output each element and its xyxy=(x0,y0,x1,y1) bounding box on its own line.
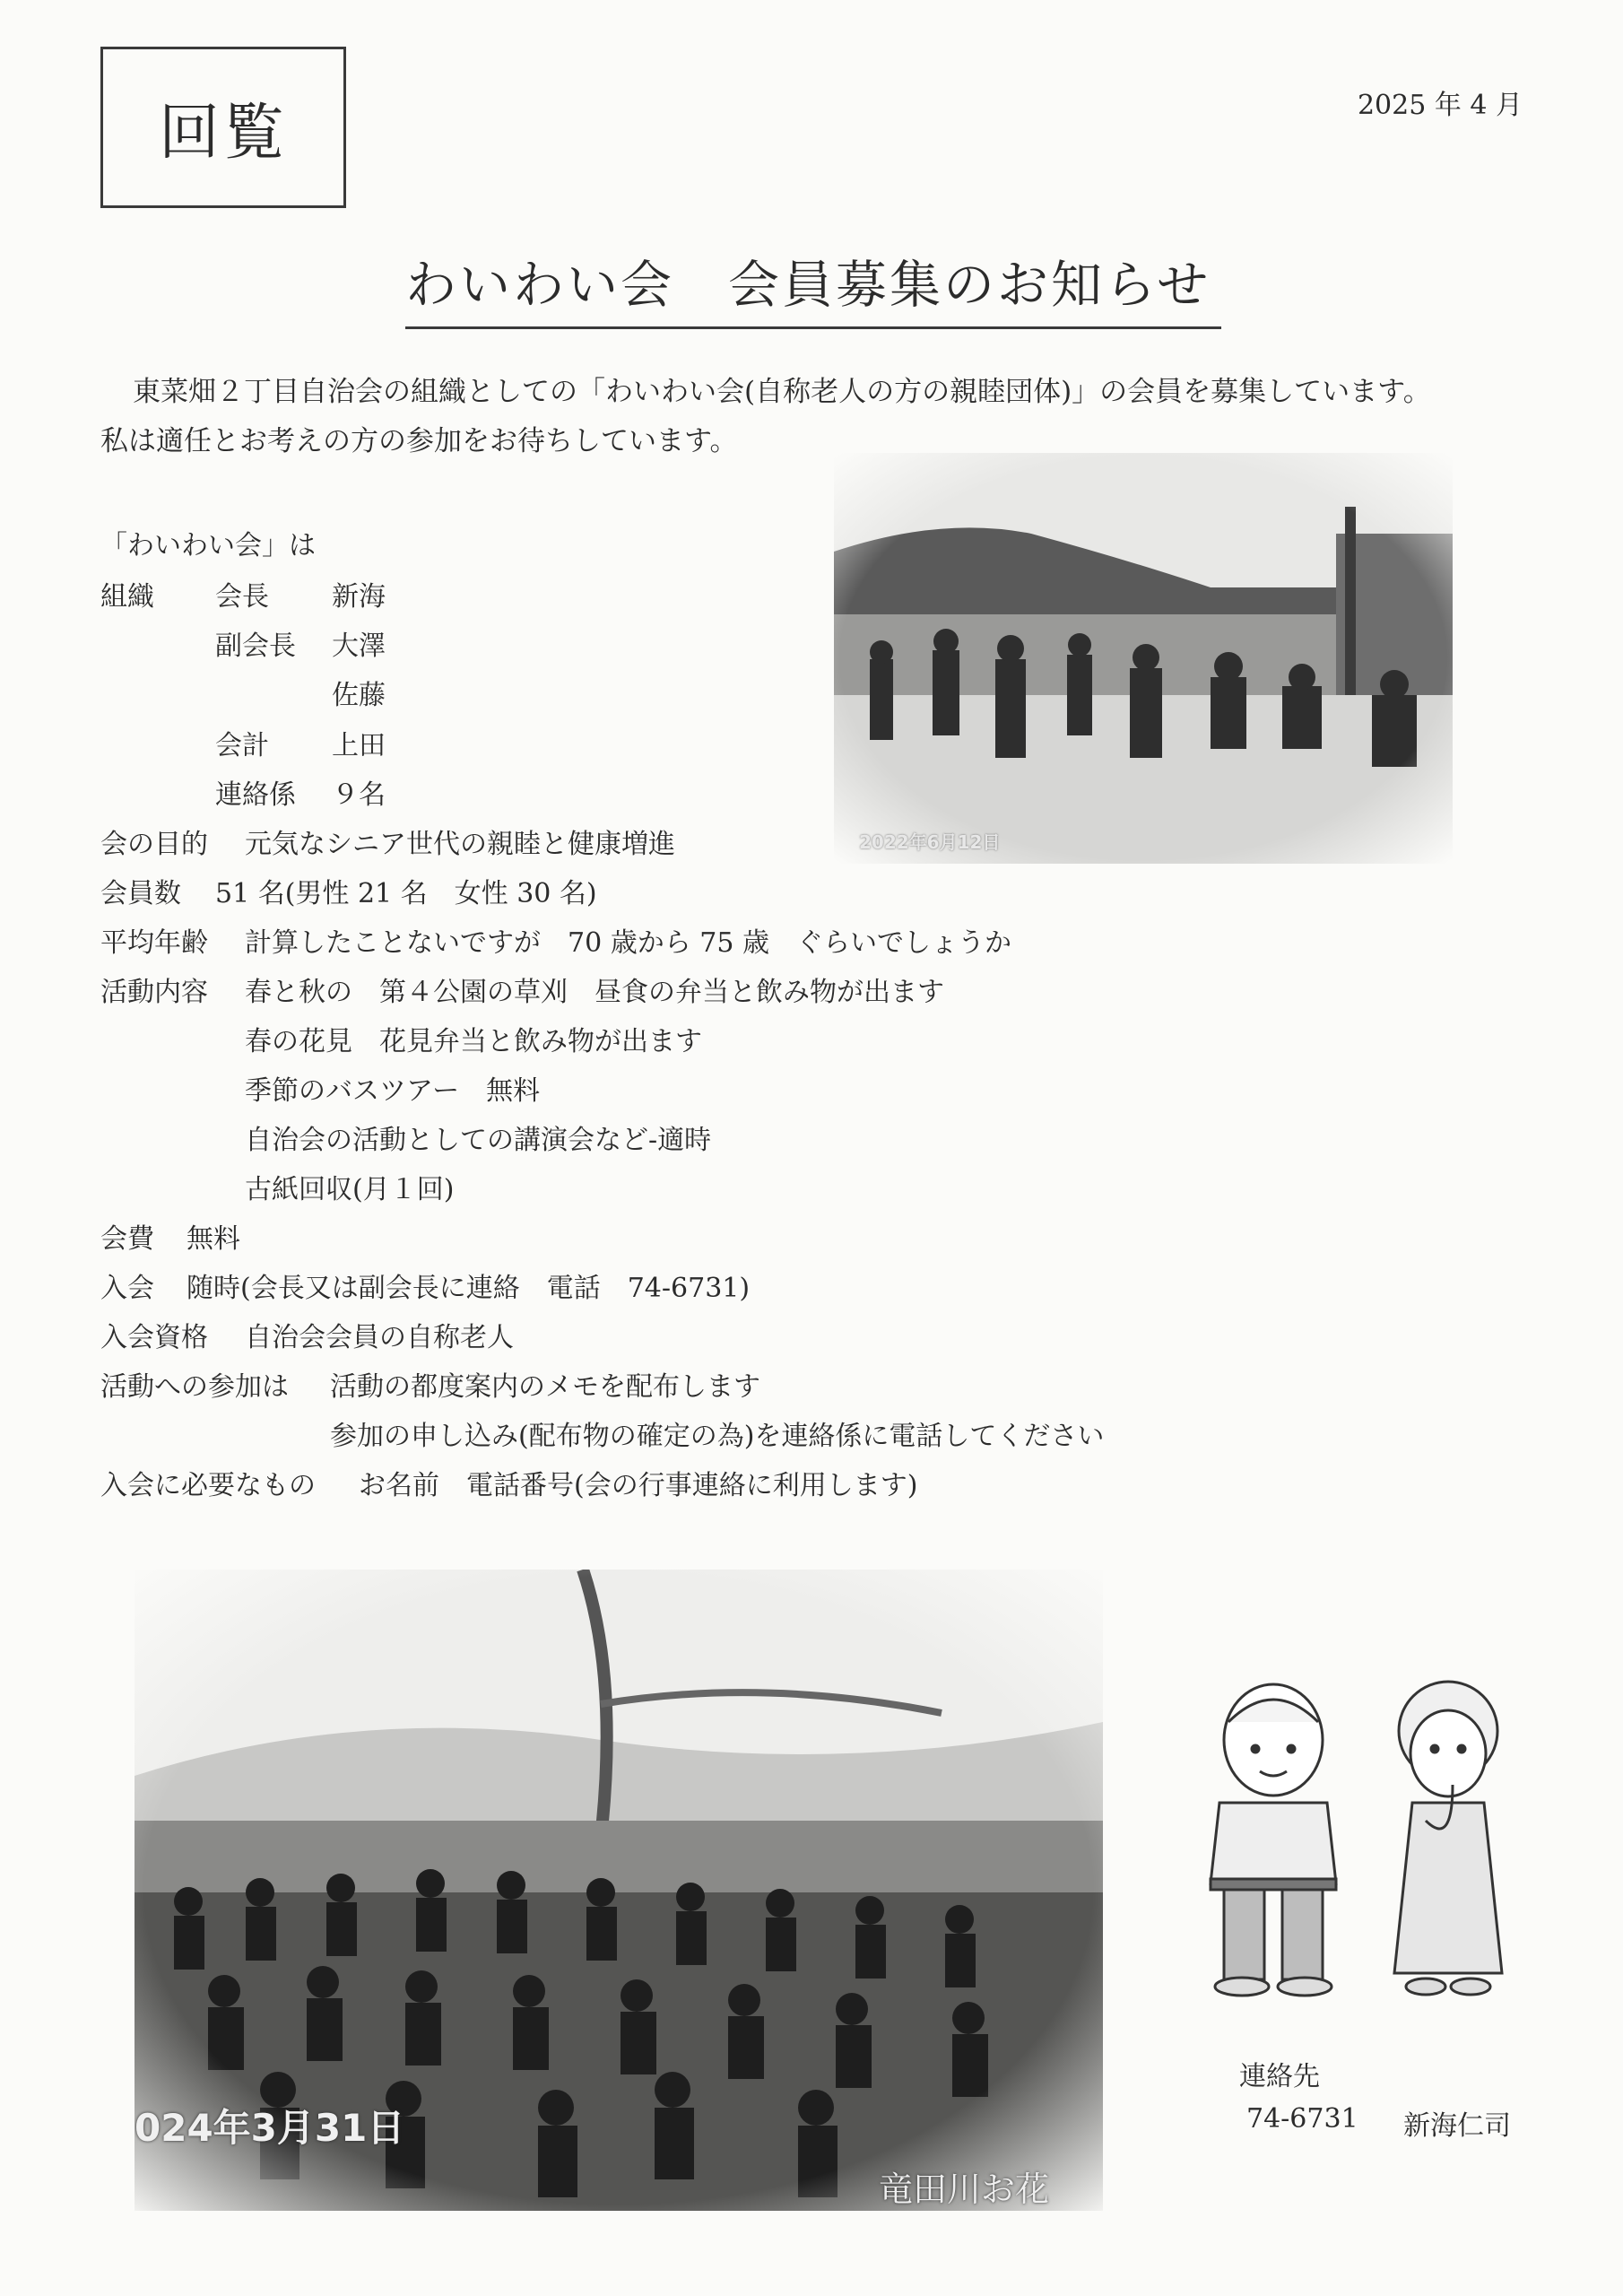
page-title: わいわい会 会員募集のお知らせ xyxy=(405,244,1221,329)
activities-label: 活動内容 xyxy=(100,977,208,1008)
requirements-value: お名前 電話番号(会の行事連絡に利用します) xyxy=(359,1470,918,1501)
role-label: 会長 xyxy=(215,581,269,613)
photo-caption: 2022年6月12日 xyxy=(859,831,1001,853)
participation-line: 活動の都度案内のメモを配布します xyxy=(330,1371,760,1403)
role-label: 副会長 xyxy=(215,631,296,662)
contact-phone: 74-6731 xyxy=(1246,2103,1358,2135)
avg-age-value: 計算したことないですが 70 歳から 75 歳 ぐらいでしょうか xyxy=(245,927,1011,959)
stamp-text: 回覧 xyxy=(158,97,288,169)
organization-label: 組織 xyxy=(100,581,154,613)
members-label: 会員数 xyxy=(100,878,181,909)
issue-date: 2025 年 4 月 xyxy=(1357,90,1523,121)
contact-name: 新海仁司 xyxy=(1403,2110,1511,2142)
kairan-stamp xyxy=(100,47,346,208)
activity-item: 古紙回収(月１回) xyxy=(245,1174,455,1205)
activity-item: 自治会の活動としての講演会など-適時 xyxy=(245,1125,712,1156)
participation-label: 活動への参加は xyxy=(100,1371,289,1403)
requirements-label: 入会に必要なもの xyxy=(100,1470,316,1501)
fee-value: 無料 xyxy=(187,1223,240,1255)
intro-line: 私は適任とお考えの方の参加をお待ちしています。 xyxy=(100,425,738,457)
photo-caption-date: 024年3月31日 xyxy=(135,2106,405,2150)
role-name: ９名 xyxy=(332,779,386,811)
role-label: 会計 xyxy=(215,730,269,761)
join-label: 入会 xyxy=(100,1273,154,1304)
members-value: 51 名(男性 21 名 女性 30 名) xyxy=(215,878,597,909)
intro-line: 東菜畑２丁目自治会の組織としての「わいわい会(自称老人の方の親睦団体)」の会員を募集しています。 xyxy=(133,376,1431,408)
role-label: 連絡係 xyxy=(215,779,296,811)
role-name: 新海 xyxy=(332,581,386,613)
purpose-value: 元気なシニア世代の親睦と健康増進 xyxy=(245,829,675,860)
fee-label: 会費 xyxy=(100,1223,154,1255)
role-name: 大澤 xyxy=(332,631,386,662)
activity-item: 季節のバスツアー 無料 xyxy=(245,1075,541,1107)
role-name: 上田 xyxy=(332,730,386,761)
role-name: 佐藤 xyxy=(332,680,386,711)
photo-caption-place: 竜田川お花 xyxy=(879,2170,1050,2209)
join-value: 随時(会長又は副会長に連絡 電話 74-6731) xyxy=(187,1273,751,1304)
qualification-label: 入会資格 xyxy=(100,1322,208,1353)
elderly-couple-illustration xyxy=(1184,1677,1542,2000)
participation-line: 参加の申し込み(配布物の確定の為)を連絡係に電話してください xyxy=(330,1421,1105,1452)
mowing-event-photo xyxy=(834,453,1453,864)
contact-label: 連絡先 xyxy=(1239,2061,1320,2092)
qualification-value: 自治会会員の自称老人 xyxy=(245,1322,514,1353)
activity-item: 春の花見 花見弁当と飲み物が出ます xyxy=(245,1026,702,1057)
hanami-photo xyxy=(135,1570,1103,2211)
purpose-label: 会の目的 xyxy=(100,829,208,860)
avg-age-label: 平均年齢 xyxy=(100,927,208,959)
intro-paragraph xyxy=(100,368,1535,466)
details-heading: 「わいわい会」は xyxy=(100,530,316,561)
activity-item: 春と秋の 第４公園の草刈 昼食の弁当と飲み物が出ます xyxy=(245,977,944,1008)
